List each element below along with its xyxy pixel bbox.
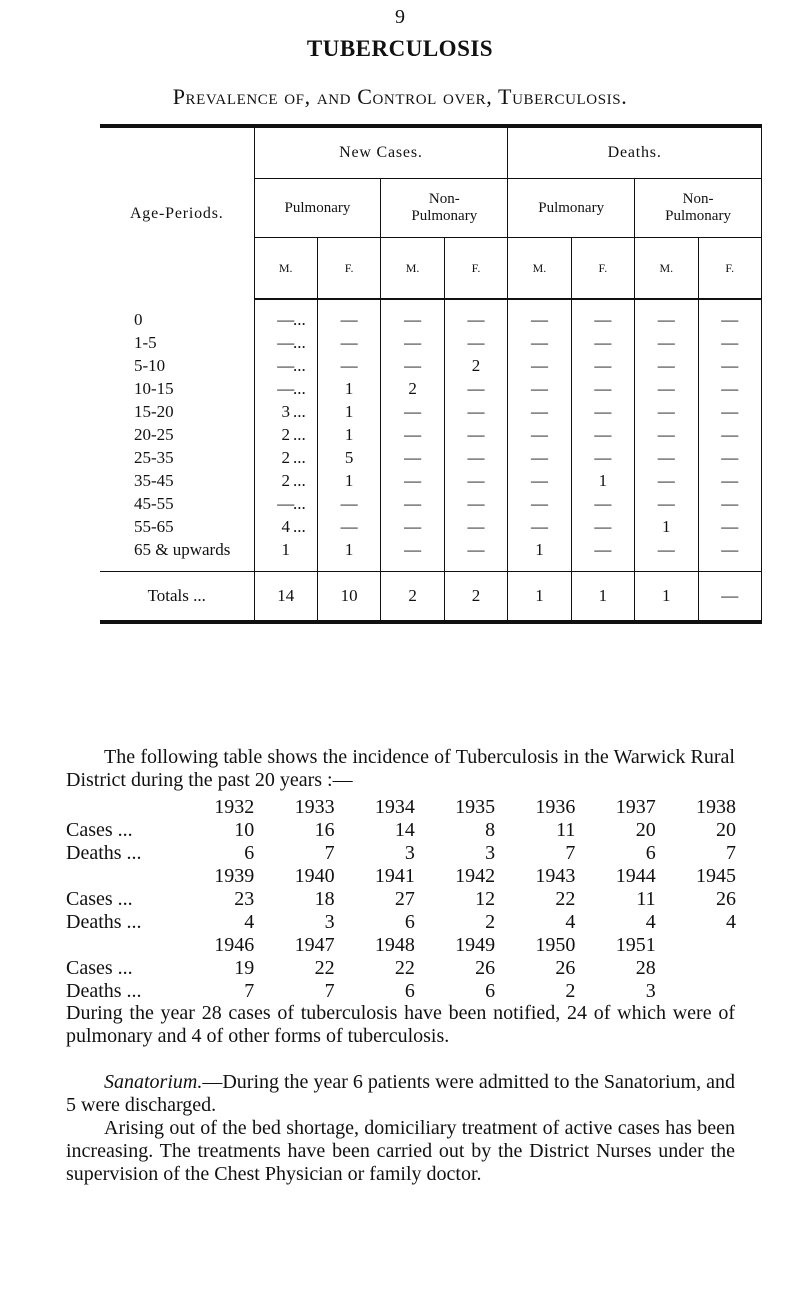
age-period-label: 35-45: [134, 471, 174, 490]
age-period-cell: [100, 299, 306, 331]
totals-cell: 10: [317, 572, 380, 623]
year-row-cell: 1945: [696, 865, 736, 887]
age-period-label: 15-20: [134, 402, 174, 421]
table-cell: —: [254, 354, 317, 377]
deaths-row-cell: 4: [565, 911, 576, 933]
cases-row-cell: [656, 957, 736, 980]
leader-dots: ...: [293, 517, 306, 536]
table-cell: 2: [254, 423, 317, 446]
cases-row-cell: 8: [485, 819, 496, 841]
table-row: [100, 299, 762, 331]
table-cell: —: [381, 492, 444, 515]
table-cell: —: [698, 469, 761, 492]
table-cell: —: [381, 446, 444, 469]
sex-header: F.: [444, 238, 507, 300]
year-row-cell: 1941: [374, 865, 415, 887]
table-cell: —: [381, 538, 444, 572]
table-cell: —: [508, 469, 571, 492]
table-row: [100, 423, 762, 446]
leader-dots: ...: [293, 494, 306, 513]
cases-row-cell: 23: [234, 888, 255, 910]
age-period-label: 25-35: [134, 448, 174, 467]
notification-paragraph: During the year 28 cases of tuberculosis have been notified, 24 of which were of pulmonary and 4 of other forms of tuberculosis.: [66, 1002, 735, 1047]
table-cell: —: [571, 492, 634, 515]
table-cell: —: [571, 446, 634, 469]
table-cell: —: [254, 331, 317, 354]
table-row: [100, 331, 762, 354]
deaths-row-cell: 4: [244, 911, 255, 933]
deaths-row-cell: 7: [244, 980, 255, 1002]
age-periods-header: Age-Periods.: [100, 126, 254, 299]
leader-dots: ...: [293, 425, 306, 444]
table-cell: —: [444, 446, 507, 469]
table-cell: —: [444, 377, 507, 400]
subheader-3: Non- Pulmonary: [635, 179, 762, 238]
cases-row-cell: 27: [394, 888, 415, 910]
table-cell: 1: [317, 423, 380, 446]
table-cell: —: [381, 354, 444, 377]
sex-header: M.: [635, 238, 698, 300]
deaths-row: [66, 911, 736, 934]
cases-row-cell: 26: [475, 957, 496, 979]
year-row: [66, 796, 736, 819]
totals-cell: —: [698, 572, 761, 623]
table-cell: —: [635, 354, 698, 377]
year-row-cell: 1942: [455, 865, 496, 887]
sanatorium-paragraph: [66, 1071, 735, 1117]
table-cell: —: [444, 331, 507, 354]
age-period-label: 65 & upwards: [134, 540, 231, 559]
totals-cell: 1: [635, 572, 698, 623]
age-period-cell: [100, 515, 306, 538]
cases-row: [66, 819, 736, 842]
totals-cell: 2: [381, 572, 444, 623]
subheader-1: Non- Pulmonary: [381, 179, 508, 238]
leader-dots: ...: [293, 402, 306, 421]
table-cell: —: [508, 377, 571, 400]
year-row-cell: 1937: [615, 796, 656, 818]
year-row-cell: 1950: [535, 934, 576, 956]
year-row-cell: 1939: [214, 865, 255, 887]
table-cell: —: [508, 299, 571, 331]
table-cell: —: [571, 331, 634, 354]
section-subtitle: Prevalence of, and Control over, Tuberculosis.: [172, 84, 628, 109]
table-cell: —: [508, 400, 571, 423]
deaths-row-cell: 3: [404, 842, 415, 864]
table-row: [100, 492, 762, 515]
table-cell: —: [254, 492, 317, 515]
totals-label: Totals ...: [100, 572, 254, 623]
sex-header: F.: [317, 238, 380, 300]
deaths-row-cell: 2: [565, 980, 576, 1002]
age-period-cell: [100, 400, 306, 423]
leader-dots: ...: [293, 333, 306, 352]
table-cell: —: [317, 354, 380, 377]
age-period-cell: [100, 354, 306, 377]
deaths-row: [66, 842, 736, 865]
cases-row-label: Cases ...: [66, 819, 133, 841]
yearly-incidence-table: [66, 796, 736, 1003]
totals-cell: 2: [444, 572, 507, 623]
table-cell: —: [381, 423, 444, 446]
page-number: 9: [395, 6, 405, 28]
table-cell: 1: [571, 469, 634, 492]
table-cell: —: [635, 423, 698, 446]
year-row-cell: 1932: [214, 796, 255, 818]
table-cell: 4: [254, 515, 317, 538]
table-cell: —: [317, 299, 380, 331]
age-period-cell: [100, 331, 306, 354]
year-row-cell: 1951: [615, 934, 656, 956]
cases-row-cell: 11: [556, 819, 576, 841]
table-cell: 1: [254, 538, 317, 572]
deaths-row-cell: 7: [324, 842, 335, 864]
table-cell: —: [635, 377, 698, 400]
age-period-cell: [100, 423, 306, 446]
cases-row-cell: 16: [314, 819, 335, 841]
subheader-0: Pulmonary: [254, 179, 381, 238]
table-cell: —: [508, 515, 571, 538]
table-cell: —: [635, 469, 698, 492]
table-cell: —: [698, 331, 761, 354]
leader-dots: ...: [293, 448, 306, 467]
table-cell: —: [508, 331, 571, 354]
table-cell: —: [444, 469, 507, 492]
year-row-cell: 1940: [294, 865, 335, 887]
cases-row-cell: 10: [234, 819, 255, 841]
cases-row-cell: 26: [555, 957, 576, 979]
domiciliary-paragraph: Arising out of the bed shortage, domiciliary treatment of active cases has been increasing. The treatments have been carried out by the District Nurses under the supervision of the Chest Physician or family doctor.: [66, 1117, 735, 1185]
year-row-cell: [656, 934, 736, 957]
sanatorium-heading: Sanatorium.: [104, 1071, 203, 1093]
table-cell: —: [444, 515, 507, 538]
year-row: [66, 865, 736, 888]
table-cell: —: [698, 538, 761, 572]
table-cell: —: [444, 423, 507, 446]
age-period-cell: [100, 377, 306, 400]
cases-row-label: Cases ...: [66, 957, 133, 979]
table-cell: 3: [254, 400, 317, 423]
age-period-cell: [100, 538, 254, 572]
table-cell: —: [698, 423, 761, 446]
deaths-header: Deaths.: [508, 126, 762, 179]
table-cell: —: [698, 446, 761, 469]
table-cell: —: [698, 377, 761, 400]
deaths-row-cell: 3: [485, 842, 496, 864]
table-cell: —: [698, 299, 761, 331]
table-cell: —: [698, 354, 761, 377]
table-cell: —: [508, 446, 571, 469]
intro-paragraph: The following table shows the incidence of Tuberculosis in the Warwick Rural District during the past 20 years :—: [66, 746, 735, 791]
table-row: [100, 400, 762, 423]
table-cell: —: [571, 299, 634, 331]
sex-header: M.: [254, 238, 317, 300]
table-cell: —: [571, 515, 634, 538]
table-cell: 1: [508, 538, 571, 572]
deaths-row-label: Deaths ...: [66, 842, 142, 864]
leader-dots: ...: [293, 471, 306, 490]
table-cell: —: [254, 299, 317, 331]
deaths-row-cell: 4: [726, 911, 736, 933]
deaths-row-cell: 3: [645, 980, 656, 1002]
table-cell: —: [571, 377, 634, 400]
deaths-row-cell: 6: [404, 911, 415, 933]
deaths-row-cell: 4: [645, 911, 656, 933]
table-cell: —: [571, 423, 634, 446]
cases-row-label: Cases ...: [66, 888, 133, 910]
deaths-row-cell: 6: [485, 980, 496, 1002]
table-cell: 2: [254, 446, 317, 469]
table-cell: —: [571, 400, 634, 423]
year-row-cell: 1947: [294, 934, 335, 956]
age-period-label: 1-5: [134, 333, 157, 352]
leader-dots: ...: [293, 379, 306, 398]
table-cell: —: [381, 331, 444, 354]
leader-dots: ...: [293, 309, 306, 329]
leader-dots: ...: [293, 356, 306, 375]
year-row-cell: 1948: [374, 934, 415, 956]
table-cell: —: [635, 492, 698, 515]
year-row-cell: 1936: [535, 796, 576, 818]
deaths-row-cell: 6: [645, 842, 656, 864]
table-cell: —: [381, 299, 444, 331]
new-cases-header: New Cases.: [254, 126, 508, 179]
table-cell: —: [698, 515, 761, 538]
sex-header: F.: [571, 238, 634, 300]
cases-row-cell: 11: [636, 888, 656, 910]
cases-row-cell: 14: [394, 819, 415, 841]
table-cell: —: [571, 538, 634, 572]
table-row: [100, 469, 762, 492]
age-period-label: 5-10: [134, 356, 166, 375]
table-cell: —: [698, 492, 761, 515]
sex-header: F.: [698, 238, 761, 300]
table-cell: —: [508, 423, 571, 446]
year-row-label: [66, 796, 174, 819]
table-cell: —: [635, 446, 698, 469]
sex-header: M.: [508, 238, 571, 300]
totals-row: [100, 572, 762, 623]
cases-row-cell: 28: [635, 957, 656, 979]
deaths-row-cell: 7: [726, 842, 736, 864]
table-cell: —: [635, 538, 698, 572]
year-row-label: [66, 865, 174, 888]
table-cell: —: [508, 492, 571, 515]
cases-row-cell: 12: [475, 888, 496, 910]
table-row: [100, 515, 762, 538]
table-cell: —: [381, 515, 444, 538]
year-row-cell: 1946: [214, 934, 255, 956]
deaths-row-cell: 2: [485, 911, 496, 933]
sex-header: M.: [381, 238, 444, 300]
age-period-label: 45-55: [134, 494, 174, 513]
table-cell: —: [381, 400, 444, 423]
table-cell: —: [254, 377, 317, 400]
table-cell: —: [317, 492, 380, 515]
year-row-cell: 1944: [615, 865, 656, 887]
cases-row-cell: 26: [716, 888, 736, 910]
cases-row-cell: 22: [394, 957, 415, 979]
table-cell: —: [508, 354, 571, 377]
age-period-cell: [100, 469, 306, 492]
table-cell: —: [444, 538, 507, 572]
table-cell: 5: [317, 446, 380, 469]
table-cell: —: [635, 400, 698, 423]
table-cell: —: [317, 515, 380, 538]
cases-row: [66, 957, 736, 980]
totals-cell: 1: [571, 572, 634, 623]
cases-row-cell: 20: [716, 819, 736, 841]
deaths-row-cell: 6: [244, 842, 255, 864]
cases-row: [66, 888, 736, 911]
deaths-row-cell: 3: [324, 911, 335, 933]
year-row-cell: 1934: [374, 796, 415, 818]
age-period-label: 20-25: [134, 425, 174, 444]
year-row: [66, 934, 736, 957]
table-cell: 1: [317, 377, 380, 400]
year-row-cell: 1949: [455, 934, 496, 956]
table-cell: 2: [254, 469, 317, 492]
cases-row-cell: 19: [234, 957, 255, 979]
table-cell: 1: [635, 515, 698, 538]
year-row-cell: 1938: [696, 796, 736, 818]
table-row: [100, 354, 762, 377]
year-row-cell: 1933: [294, 796, 335, 818]
subheader-2: Pulmonary: [508, 179, 635, 238]
table-cell: —: [317, 331, 380, 354]
year-row-cell: 1935: [455, 796, 496, 818]
year-row-label: [66, 934, 174, 957]
deaths-row-label: Deaths ...: [66, 911, 142, 933]
page-title: TUBERCULOSIS: [306, 36, 494, 61]
table-cell: 1: [317, 400, 380, 423]
prevalence-table: [100, 124, 762, 624]
cases-row-cell: 18: [314, 888, 335, 910]
table-row: [100, 446, 762, 469]
table-cell: —: [444, 299, 507, 331]
deaths-row-cell: 6: [404, 980, 415, 1002]
cases-row-cell: 22: [314, 957, 335, 979]
age-period-cell: [100, 446, 306, 469]
table-cell: 1: [317, 469, 380, 492]
sanatorium-text: —During the year 6 patients were admitted to the Sanatorium, and 5 were discharged.: [66, 1071, 735, 1116]
age-period-label: 55-65: [134, 517, 174, 536]
deaths-row-cell: 7: [324, 980, 335, 1002]
cases-row-cell: 20: [635, 819, 656, 841]
deaths-row-cell: [656, 980, 736, 1003]
table-cell: —: [444, 400, 507, 423]
table-cell: 1: [317, 538, 380, 572]
table-row: [100, 538, 762, 572]
table-cell: —: [444, 492, 507, 515]
deaths-row-label: Deaths ...: [66, 980, 142, 1002]
totals-cell: 1: [508, 572, 571, 623]
age-period-label: 10-15: [134, 379, 174, 398]
table-cell: —: [381, 469, 444, 492]
age-period-label: 0: [134, 309, 143, 329]
age-period-cell: [100, 492, 306, 515]
table-cell: —: [635, 331, 698, 354]
table-cell: 2: [381, 377, 444, 400]
cases-row-cell: 22: [555, 888, 576, 910]
table-cell: —: [635, 299, 698, 331]
table-cell: 2: [444, 354, 507, 377]
deaths-row-cell: 7: [565, 842, 576, 864]
table-row: [100, 377, 762, 400]
table-cell: —: [571, 354, 634, 377]
table-cell: —: [698, 400, 761, 423]
year-row-cell: 1943: [535, 865, 576, 887]
totals-cell: 14: [254, 572, 317, 623]
deaths-row: [66, 980, 736, 1003]
